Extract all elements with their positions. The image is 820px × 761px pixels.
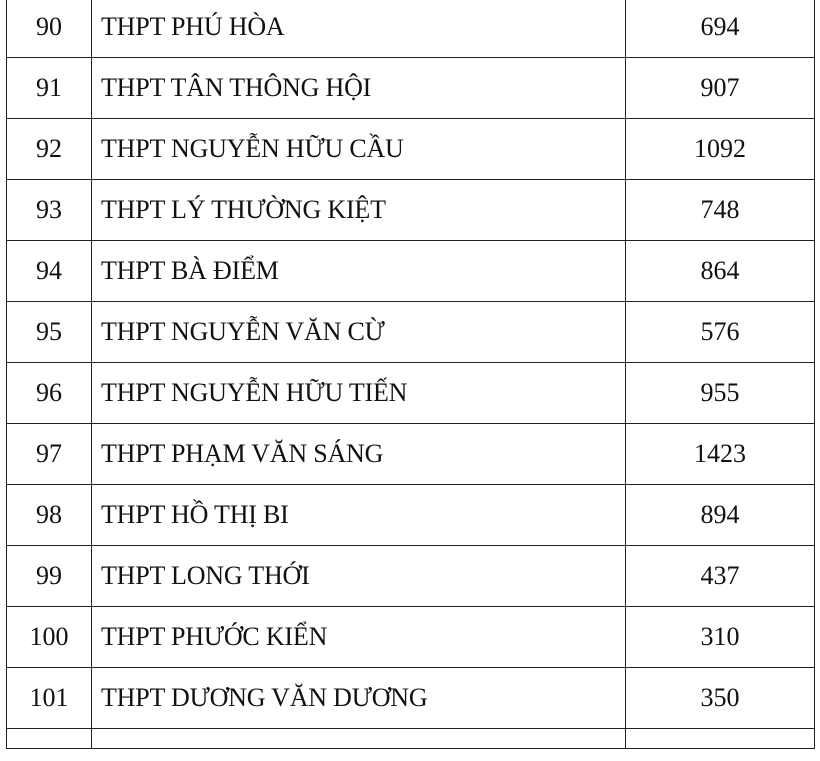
table-row [7, 0, 815, 58]
school-name: THPT NGUYỄN HỮU CẦU [92, 119, 626, 180]
row-number: 93 [7, 180, 92, 241]
row-number: 92 [7, 119, 92, 180]
table-row [7, 119, 815, 180]
row-number: 101 [7, 668, 92, 729]
row-number: 99 [7, 546, 92, 607]
table-row [7, 302, 815, 363]
school-name: THPT HỒ THỊ BI [92, 485, 626, 546]
school-name: THPT PHÚ HÒA [92, 0, 626, 58]
student-count: 864 [626, 241, 815, 302]
row-number: 94 [7, 241, 92, 302]
row-number: 91 [7, 58, 92, 119]
student-count: 1092 [626, 119, 815, 180]
school-name: THPT LONG THỚI [92, 546, 626, 607]
row-number: 98 [7, 485, 92, 546]
student-count: 437 [626, 546, 815, 607]
student-count: 1423 [626, 424, 815, 485]
school-table [6, 0, 815, 749]
student-count-empty [626, 729, 815, 749]
table-row [7, 241, 815, 302]
table-row [7, 424, 815, 485]
student-count: 748 [626, 180, 815, 241]
school-name: THPT BÀ ĐIỂM [92, 241, 626, 302]
row-number-empty [7, 729, 92, 749]
school-name: THPT NGUYỄN VĂN CỪ [92, 302, 626, 363]
school-name: THPT PHƯỚC KIỂN [92, 607, 626, 668]
student-count: 955 [626, 363, 815, 424]
row-number: 97 [7, 424, 92, 485]
table-row [7, 546, 815, 607]
table-row-partial [7, 729, 815, 749]
row-number: 100 [7, 607, 92, 668]
school-name: THPT NGUYỄN HỮU TIẾN [92, 363, 626, 424]
student-count: 350 [626, 668, 815, 729]
student-count: 310 [626, 607, 815, 668]
table-row [7, 668, 815, 729]
table-row [7, 363, 815, 424]
table-row [7, 485, 815, 546]
school-name-empty [92, 729, 626, 749]
student-count: 907 [626, 58, 815, 119]
student-count: 576 [626, 302, 815, 363]
table-row [7, 58, 815, 119]
school-name: THPT DƯƠNG VĂN DƯƠNG [92, 668, 626, 729]
student-count: 694 [626, 0, 815, 58]
student-count: 894 [626, 485, 815, 546]
school-name: THPT TÂN THÔNG HỘI [92, 58, 626, 119]
table-row [7, 607, 815, 668]
row-number: 96 [7, 363, 92, 424]
row-number: 90 [7, 0, 92, 58]
school-name: THPT PHẠM VĂN SÁNG [92, 424, 626, 485]
school-name: THPT LÝ THƯỜNG KIỆT [92, 180, 626, 241]
table-row [7, 180, 815, 241]
row-number: 95 [7, 302, 92, 363]
